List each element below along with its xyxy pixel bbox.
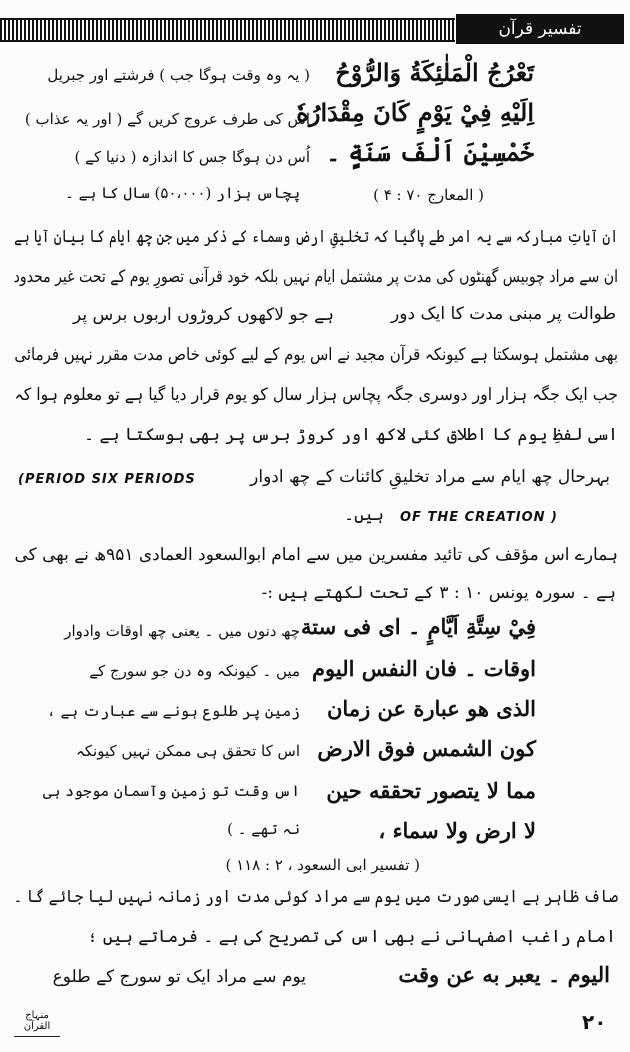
para1-line-5: جب ایک جگہ ہزار اور دوسری جگہ پچاس ہزار سال کو یوم قرار دیا گیا ہے تو معلوم ہوا کہ [14, 385, 618, 405]
para2-english-1: (PERIOD SIX PERIODS [18, 472, 196, 487]
quote-translation-line-3: زمین پر طلوع ہونے سے عبارت ہے ، [46, 702, 300, 720]
quote-translation-line-4: اس کا تحقق ہی ممکن نہیں کیونکہ [75, 742, 300, 760]
verse-translation-line-2: اس کی طرف عروج کریں گے ( اور یہ عذاب ) [24, 110, 310, 128]
verse-translation-line-4: پچاس ہزار (۵۰،۰۰۰) سال کا ہے ۔ [65, 184, 300, 202]
page-header [0, 4, 630, 44]
para1-line-1: ان آیاتِ مبارکہ سے یہ امر طے پاگیا کہ تخلیقِ ارض وسماء کے ذکر میں جن چھ ایام کا بیان آیا ہے [14, 227, 618, 247]
para3-line-2: ہے ۔ سورہ یونس ۱۰ : ۳ کے تحت لکھتے ہیں :- [261, 583, 616, 603]
verse-arabic-line-1: تَعْرُجُ الْمَلٰئِكَةُ وَالرُّوْحُ [335, 58, 534, 87]
para1-line-3-right: طوالت پر مبنی مدت کا ایک دور [391, 304, 616, 324]
verse-translation-line-1: ( یہ وہ وقت ہوگا جب ) فرشتے اور جبریل [47, 66, 310, 84]
quote-arabic-line-1: فِيْ سِتَّةِ اَيَّامٍ ۔ اى فى ستة [301, 614, 536, 639]
verse-reference: ( المعارج ۷۰ : ۴ ) [373, 186, 484, 204]
verse-translation-line-3: اُس دن ہوگا جس کا اندازہ ( دنیا کے ) [74, 148, 310, 166]
verse-arabic-line-2: اِلَيْهِ فِيْ يَوْمٍ كَانَ مِقْدَارُهٗ [296, 98, 534, 127]
quote-arabic-line-3: الذى هو عبارة عن زمان [327, 696, 536, 721]
para1-line-4: بھی مشتمل ہوسکتا ہے کیونکہ قرآن مجید نے اس یوم کے لیے کوئی خاص مدت مقرر نہیں فرمائی [14, 345, 618, 365]
last-line-urdu: یوم سے مراد ایک تو سورج کے طلوع [52, 967, 306, 987]
quote-arabic-line-5: مما لا يتصور تحققه حين [326, 778, 536, 803]
quote-translation-line-5: اس وقت تو زمین وآسمان موجود ہی [42, 782, 300, 800]
para4-line-2: امام راغب اصفہانی نے بھی اس کی تصریح کی ہے ۔ فرماتے ہیں ؛ [87, 927, 616, 947]
quote-translation-line-6: نہ تھے ۔ ) [227, 820, 300, 838]
para1-line-2: ان سے مراد چوبیس گھنٹوں کی مدت پر مشتمل ایام نہیں بلکہ خود قرآنی تصورِ یوم کے تحت غیر محدود [13, 267, 618, 287]
para2-urdu: بہرحال چھ ایام سے مراد تخلیقِ کائنات کے چھ ادوار [250, 467, 610, 487]
quote-reference: ( تفسیر ابی السعود ، ۲ : ۱۱۸ ) [225, 856, 420, 874]
header-title: تفسیر قرآن [456, 14, 624, 44]
header-decoration [0, 18, 455, 42]
para2-english-2: OF THE CREATION ) [400, 510, 558, 525]
last-line-arabic: اليوم ۔ يعبر به عن وقت [398, 962, 610, 987]
quote-translation-line-2: میں ۔ کیونکہ وہ دن جو سورج کے [89, 662, 300, 680]
verse-arabic-line-3: خَمْسِيْنَ اَلْفَ سَنَةٍ ۔ [326, 138, 534, 167]
quote-arabic-line-4: كون الشمس فوق الارض [317, 736, 536, 761]
quote-arabic-line-6: لا ارض ولا سماء ، [378, 818, 536, 843]
para4-line-1: صاف ظاہر ہے ایسی صورت میں یوم سے مراد کوئی مدت اور زمانہ نہیں لیا جائے گا ۔ [13, 887, 619, 907]
page-number: ۲۰ [582, 1010, 607, 1034]
para2-urdu-end: ہیں۔ [344, 505, 384, 525]
para1-line-6: اسی لفظِ یوم کا اطلاق کئی لاکھ اور کروڑ برس پر بھی ہوسکتا ہے ۔ [84, 425, 618, 445]
quote-translation-line-1: چھ دنوں میں ۔ یعنی چھ اوقات وادوار [64, 622, 300, 640]
para1-line-3-left: ہے جو لاکھوں کروڑوں اربوں برس پر [72, 305, 334, 325]
quote-arabic-line-2: اوقات ۔ فان النفس اليوم [312, 656, 536, 681]
publisher-logo-text: منہاج القرآن [23, 1010, 51, 1032]
publisher-logo [14, 1010, 60, 1037]
para3-line-1: ہمارے اس مؤقف کی تائید مفسرین میں سے امام ابوالسعود العمادی ۹۵۱ھ نے بھی کی [14, 545, 619, 565]
